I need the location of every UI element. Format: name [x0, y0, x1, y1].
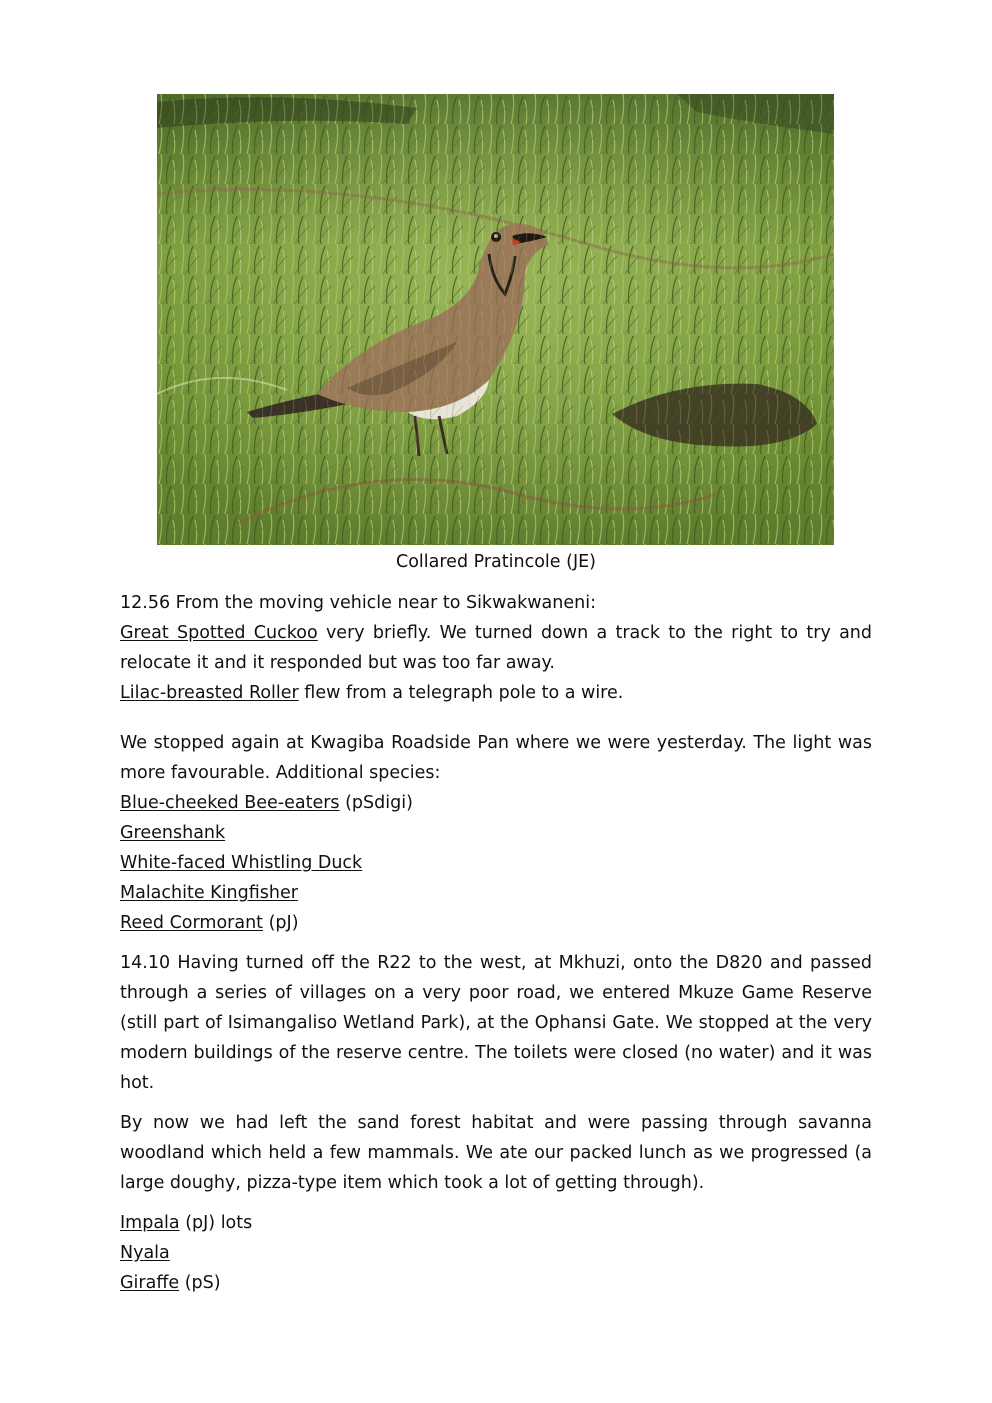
sighting-giraffe	[120, 1268, 872, 1298]
sighting-malachite-kingfisher	[120, 878, 872, 908]
species-link[interactable]: Giraffe	[120, 1273, 180, 1293]
sighting-note: (pJ)	[263, 913, 299, 933]
collared-pratincole-photo	[157, 94, 834, 545]
sighting-reed-cormorant	[120, 908, 872, 938]
species-link[interactable]: Nyala	[120, 1243, 170, 1263]
species-link[interactable]: Lilac-breasted Roller	[120, 683, 299, 703]
section-mkuze-entry: 14.10 Having turned off the R22 to the west, at Mkhuzi, onto the D820 and passed through a series of villages on a very poor road, we entered Mkuze Game Reserve (still part of Isimangaliso Wetland Park), at the Ophansi Gate. We stopped at the very modern buildings of the reserve centre. The toilets were closed (no water) and it was hot.	[120, 953, 872, 1093]
sighting-note: flew from a telegraph pole to a wire.	[298, 683, 624, 703]
sighting-blue-cheeked-bee-eaters	[120, 788, 872, 818]
sighting-note: (pJ) lots	[179, 1213, 253, 1233]
sighting-impala	[120, 1208, 872, 1238]
sighting-note: (pSdigi)	[339, 793, 413, 813]
report-body	[120, 588, 872, 1298]
sighting-note: (pS)	[179, 1273, 221, 1293]
species-link[interactable]: Reed Cormorant	[120, 913, 264, 933]
sighting-white-faced-whistling-duck	[120, 848, 872, 878]
section-intro-sikwakwaneni: 12.56 From the moving vehicle near to Sikwakwaneni:	[120, 593, 596, 613]
sighting-note: very briefly. We turned down a track to the right to try and relocate it and it responded but was too far away.	[120, 623, 872, 673]
species-link[interactable]: Great Spotted Cuckoo	[120, 623, 318, 643]
species-link[interactable]: Blue-cheeked Bee-eaters	[120, 793, 340, 813]
photo-caption: Collared Pratincole (JE)	[396, 552, 596, 572]
species-link[interactable]: Greenshank	[120, 823, 226, 843]
sighting-great-spotted-cuckoo	[120, 618, 872, 678]
species-link[interactable]: Impala	[120, 1213, 180, 1233]
species-link[interactable]: White-faced Whistling Duck	[120, 853, 363, 873]
section-intro-kwagiba: We stopped again at Kwagiba Roadside Pan where we were yesterday. The light was more favourable. Additional species:	[120, 733, 872, 783]
sighting-lilac-breasted-roller	[120, 678, 872, 708]
sighting-nyala	[120, 1238, 872, 1268]
section-savanna-woodland: By now we had left the sand forest habitat and were passing through savanna woodland which held a few mammals. We ate our packed lunch as we progressed (a large doughy, pizza-type item which took a lot of getting through).	[120, 1113, 872, 1193]
species-link[interactable]: Malachite Kingfisher	[120, 883, 298, 903]
sighting-greenshank	[120, 818, 872, 848]
